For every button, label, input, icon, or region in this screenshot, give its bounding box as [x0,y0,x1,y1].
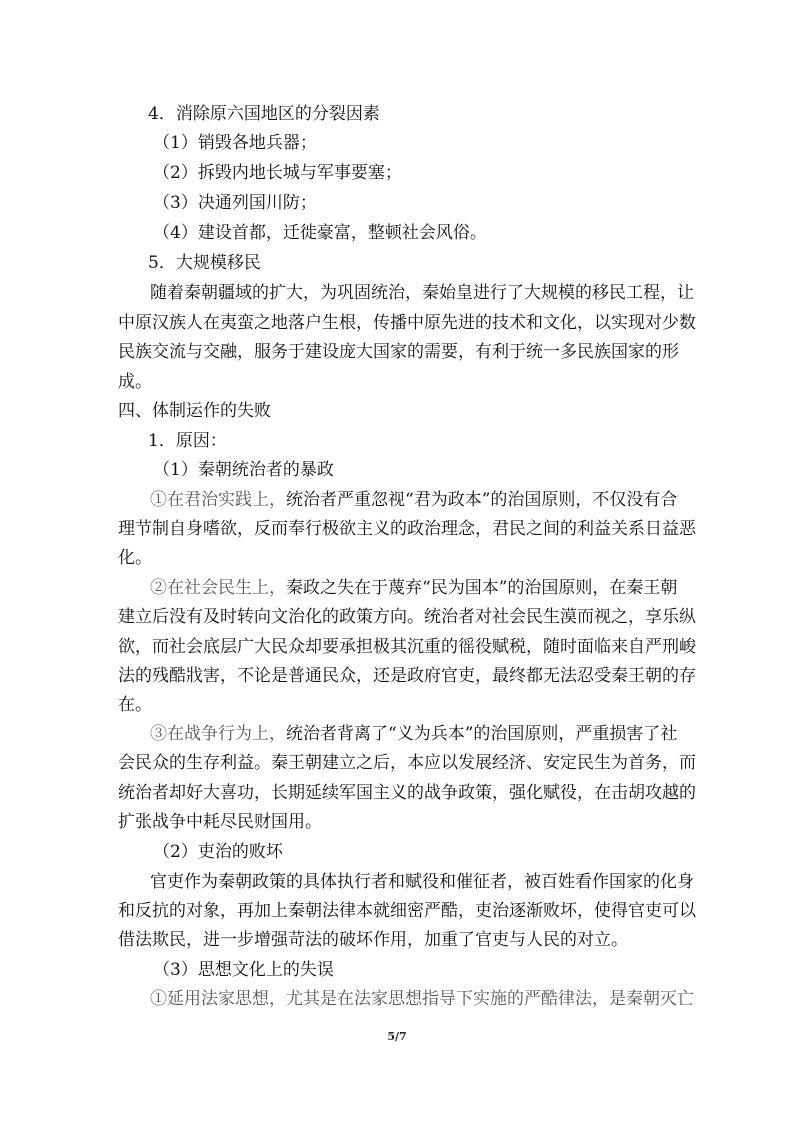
lead-phrase: ③在战争行为上， [150,724,286,744]
paragraph-line: 在。 [118,695,152,715]
lead-phrase: ①延用法家思想，尤其是在法家思想指导下实施的严酷律法，是秦朝灭亡 [150,989,694,1009]
paragraph-line [150,578,710,598]
paragraph-line [150,989,710,1009]
paragraph-line: 法的残酷戕害，不论是普通民众，还是政府官吏，最终都无法忍受秦王朝的存 [118,666,696,686]
paragraph-line: 扩张战争中耗尽民财国用。 [118,812,322,832]
heading-4: 4．消除原六国地区的分裂因素 [148,104,380,124]
lead-phrase: ②在社会民生上， [150,578,286,598]
list-item: （3）决通列国川防； [153,193,317,213]
page-number: 5/7 [387,1030,407,1043]
list-item: （2）拆毁内地长城与军事要塞； [153,163,402,183]
paragraph-line: 和反抗的对象，再加上秦朝法律本就细密严酷，吏治逐渐败坏，使得官吏可以 [118,901,696,921]
paragraph-line: 随着秦朝疆域的扩大，为巩固统治，秦始皇进行了大规模的移民工程，让 [150,283,694,303]
paragraph-line: 统治者却好大喜功，长期延续军国主义的战争政策，强化赋役，在击胡攻越的 [118,783,696,803]
paragraph-line [150,490,710,510]
paragraph-line: 欲，而社会底层广大民众却要承担极其沉重的徭役赋税，随时面临来自严刑峻 [118,637,696,657]
paragraph-line: 建立后没有及时转向文治化的政策方向。统治者对社会民生漠而视之，享乐纵 [118,607,696,627]
paragraph-line: 中原汉族人在夷蛮之地落户生根，传播中原先进的技术和文化，以实现对少数 [118,313,696,333]
paragraph-line: 会民众的生存利益。秦王朝建立之后，本应以发展经济、安定民生为首务，而 [118,753,696,773]
lead-phrase: ①在君治实践上， [150,490,286,510]
paragraph-line: 民族交流与交融，服务于建设庞大国家的需要，有利于统一多民族国家的形 [118,342,679,362]
subheading-1: （1）秦朝统治者的暴政 [153,460,334,480]
heading-5: 5．大规模移民 [148,253,261,273]
list-item: （4）建设首都，迁徙豪富，整顿社会风俗。 [153,223,487,243]
section-heading-4: 四、体制运作的失败 [118,401,271,421]
paragraph-line: 成。 [118,372,152,392]
paragraph-line: 借法欺民，进一步增强苛法的破坏作用，加重了官吏与人民的对立。 [118,930,628,950]
subheading-3: （3）思想文化上的失误 [153,960,334,980]
line-text: 统治者严重忽视“君为政本”的治国原则，不仅没有合 [286,490,678,510]
line-text: 统治者背离了“义为兵本”的治国原则，严重损害了社 [286,724,678,744]
paragraph-line: 化。 [118,548,152,568]
list-item: （1）销毁各地兵器； [153,133,317,153]
subheading-reason: 1．原因： [148,431,227,451]
paragraph-line [150,724,710,744]
paragraph-line: 理节制自身嗜欲，反而奉行极欲主义的政治理念，君民之间的利益关系日益恶 [118,519,696,539]
paragraph-line: 官吏作为秦朝政策的具体执行者和赋役和催征者，被百姓看作国家的化身 [150,872,694,892]
subheading-2: （2）吏治的败坏 [153,842,283,862]
line-text: 秦政之失在于蔑弃“民为国本”的治国原则，在秦王朝 [286,578,678,598]
